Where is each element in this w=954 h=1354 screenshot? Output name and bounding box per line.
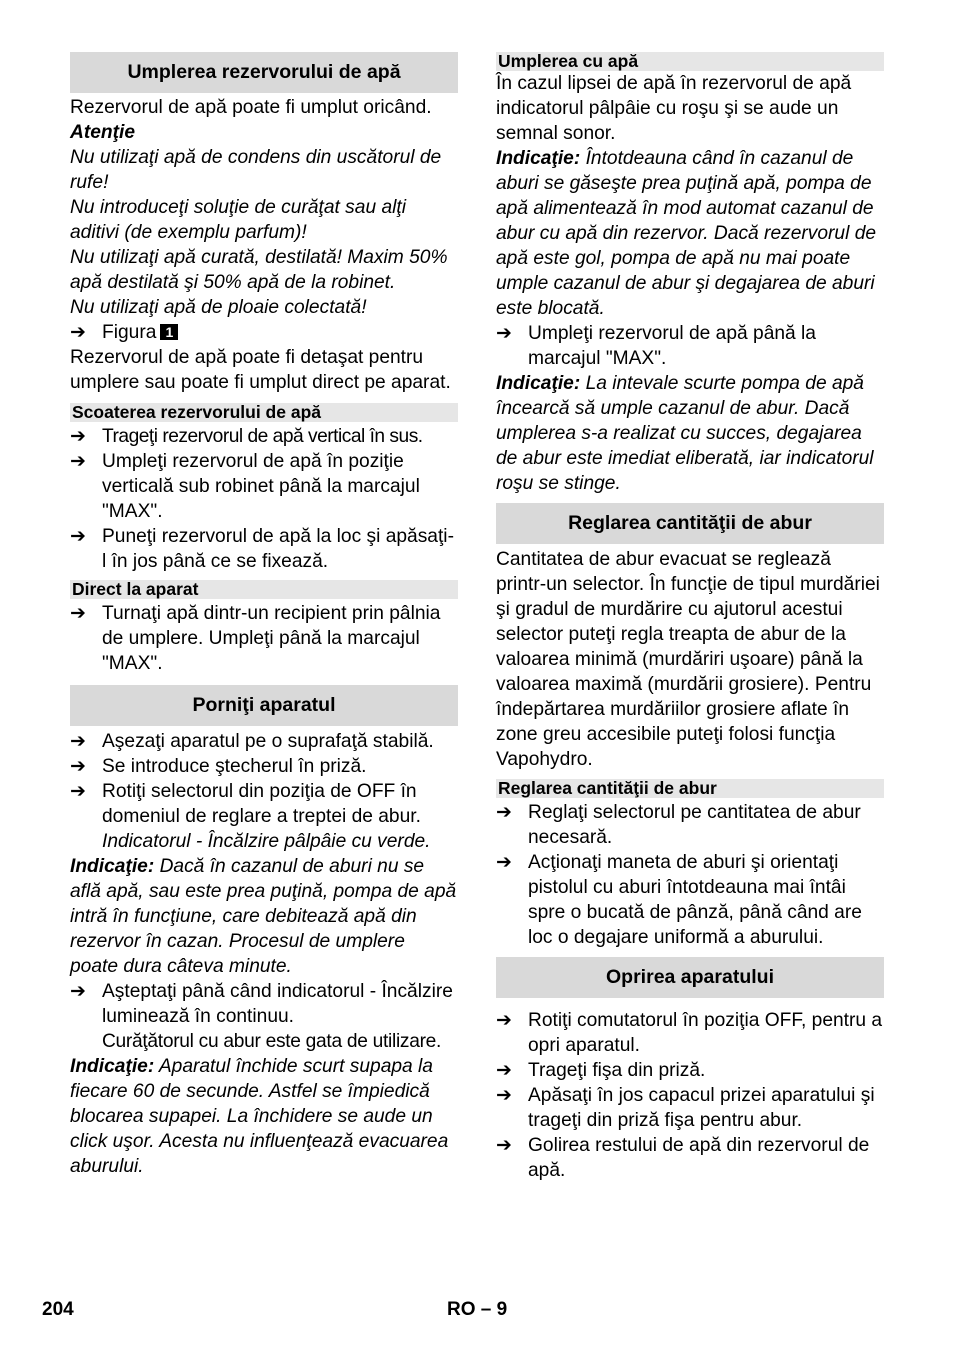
arrow-right-icon: ➔ bbox=[70, 781, 86, 802]
arrow-right-icon: ➔ bbox=[496, 323, 512, 344]
list-item: ➔ Golirea restului de apă din rezervorul de apă. bbox=[496, 1135, 870, 1181]
arrow-right-icon: ➔ bbox=[70, 603, 86, 624]
paragraph: Rezervorul de apă poate fi umplut oricând. bbox=[70, 97, 432, 118]
list-item: ➔ Rotiţi comutatorul în poziţia OFF, pentru a opri aparatul. bbox=[496, 1010, 883, 1056]
attention-item: Nu utilizaţi apă de ploaie colectată! bbox=[70, 297, 367, 318]
note: Indicaţie: La intevale scurte pompa de apă încearcă să umple cazanul de abur. Dacă umplerea s-a realizat cu succes, degajarea de abur este imediat eliberată, iar indicatorul roşu se stinge. bbox=[496, 373, 874, 494]
indented-note: Indicatorul - Încălzire pâlpâie cu verde. bbox=[102, 831, 431, 852]
list-item: ➔ Trageţi rezervorul de apă vertical în sus. bbox=[70, 426, 423, 447]
list-item: ➔ Trageţi fişa din priză. bbox=[496, 1060, 706, 1081]
arrow-right-icon: ➔ bbox=[496, 1060, 512, 1081]
note: Indicaţie: Dacă în cazanul de aburi nu se află apă, sau este prea puţină, pompa de apă intră în funcţiune, care debitează apă din rezervor în cazan. Procesul de umplere poate dura câteva minute. bbox=[70, 856, 457, 977]
arrow-right-icon: ➔ bbox=[70, 731, 86, 752]
indented-text: Curăţătorul cu abur este gata de utilizare. bbox=[102, 1031, 442, 1052]
list-item: ➔ Umpleţi rezervorul de apă în poziţie verticală sub robinet până la marcajul "MAX". bbox=[70, 451, 420, 522]
left-column bbox=[70, 52, 458, 1179]
paragraph: Rezervorul de apă poate fi detaşat pentru umplere sau poate fi umplut direct pe aparat. bbox=[70, 347, 451, 393]
subheading-steam-amount: Reglarea cantităţii de abur bbox=[496, 779, 884, 798]
list-item: ➔ Reglaţi selectorul pe cantitatea de abur necesară. bbox=[496, 802, 861, 848]
arrow-right-icon: ➔ bbox=[496, 802, 512, 823]
attention-label: Atenţie bbox=[70, 122, 136, 143]
arrow-right-icon: ➔ bbox=[496, 1085, 512, 1106]
list-item: ➔ Aşteptaţi până când indicatorul - Încălzire luminează în continuu. bbox=[70, 981, 453, 1027]
subheading-remove-tank: Scoaterea rezervorului de apă bbox=[70, 403, 458, 422]
heading-stop-device: Oprirea aparatului bbox=[496, 957, 884, 998]
paragraph: Cantitatea de abur evacuat se reglează printr-un selector. În funcţie de tipul murdăriei şi gradul de murdărire cu ajutorul acestui selector puteţi regla treapta de abur de la valoarea minimă (murdăriri uşoare) până la valoarea maximă (murdării grosiere). Pentru îndepărtarea murdăriilor grosiere aflate în zone greu accesibile puteţi folosi funcţia Vapohydro. bbox=[496, 549, 880, 770]
heading-steam-amount: Reglarea cantităţii de abur bbox=[496, 503, 884, 544]
heading-fill-tank: Umplerea rezervorului de apă bbox=[70, 52, 458, 93]
note: Indicaţie: Întotdeauna când în cazanul de aburi se găseşte prea puţină apă, pompa de apă alimentează în mod automat cazanul de abur cu apă din rezervor. Dacă rezervorul de apă este gol, pompa de apă nu mai poate umple cazanul de abur şi degajarea de aburi este blocată. bbox=[496, 148, 877, 319]
arrow-right-icon: ➔ bbox=[70, 756, 86, 777]
list-item: ➔ Turnaţi apă dintr-un recipient prin pâlnia de umplere. Umpleţi până la marcajul "MAX". bbox=[70, 603, 441, 674]
figure-label: Figura bbox=[102, 322, 157, 343]
list-item: ➔ Puneţi rezervorul de apă la loc şi apăsaţi-l în jos până ce se fixează. bbox=[70, 526, 454, 572]
page-number: 204 bbox=[42, 1299, 74, 1320]
list-item: ➔ Acţionaţi maneta de aburi şi orientaţi pistolul cu aburi întotdeauna mai întâi spre o bucată de pânză, până când are loc o degajare uniformă a aburului. bbox=[496, 852, 862, 948]
attention-item: Nu utilizaţi apă de condens din uscătorul de rufe! bbox=[70, 147, 442, 193]
arrow-right-icon: ➔ bbox=[496, 852, 512, 873]
list-item: ➔ Aşezaţi aparatul pe o suprafaţă stabilă. bbox=[70, 731, 434, 752]
list-item: ➔ Umpleţi rezervorul de apă până la marcajul "MAX". bbox=[496, 323, 816, 369]
paragraph: În cazul lipsei de apă în rezervorul de apă indicatorul pâlpâie cu roşu şi se aude un semnal sonor. bbox=[496, 73, 852, 144]
subheading-direct: Direct la aparat bbox=[70, 580, 458, 599]
arrow-right-icon: ➔ bbox=[70, 981, 86, 1002]
attention-item: Nu introduceţi soluţie de curăţat sau alţi aditivi (de exemplu parfum)! bbox=[70, 197, 406, 243]
note: Indicaţie: Aparatul închide scurt supapa la fiecare 60 de secunde. Astfel se împiedică blocarea supapei. La închidere se aude un click uşor. Acesta nu influenţează evacuarea aburului. bbox=[70, 1056, 449, 1177]
list-item: ➔ Se introduce ştecherul în priză. bbox=[70, 756, 367, 777]
heading-start-device: Porniţi aparatul bbox=[70, 685, 458, 726]
section-label: RO – 9 bbox=[447, 1299, 508, 1320]
arrow-right-icon: ➔ bbox=[70, 451, 86, 472]
right-column bbox=[496, 52, 884, 1183]
arrow-right-icon: ➔ bbox=[70, 426, 86, 447]
figure-number: 1 bbox=[160, 324, 178, 340]
arrow-right-icon: ➔ bbox=[70, 526, 86, 547]
arrow-right-icon: ➔ bbox=[70, 322, 86, 343]
list-item: ➔ Apăsaţi în jos capacul prizei aparatului şi trageţi din priză fişa pentru abur. bbox=[496, 1085, 875, 1131]
arrow-right-icon: ➔ bbox=[496, 1010, 512, 1031]
subheading-fill-water: Umplerea cu apă bbox=[496, 52, 884, 71]
arrow-right-icon: ➔ bbox=[496, 1135, 512, 1156]
figure-reference bbox=[70, 320, 458, 345]
attention-item: Nu utilizaţi apă curată, destilată! Maxim 50% apă destilată şi 50% apă de la robinet. bbox=[70, 247, 448, 293]
list-item: ➔ Rotiţi selectorul din poziţia de OFF în domeniul de reglare a treptei de abur. bbox=[70, 781, 421, 827]
